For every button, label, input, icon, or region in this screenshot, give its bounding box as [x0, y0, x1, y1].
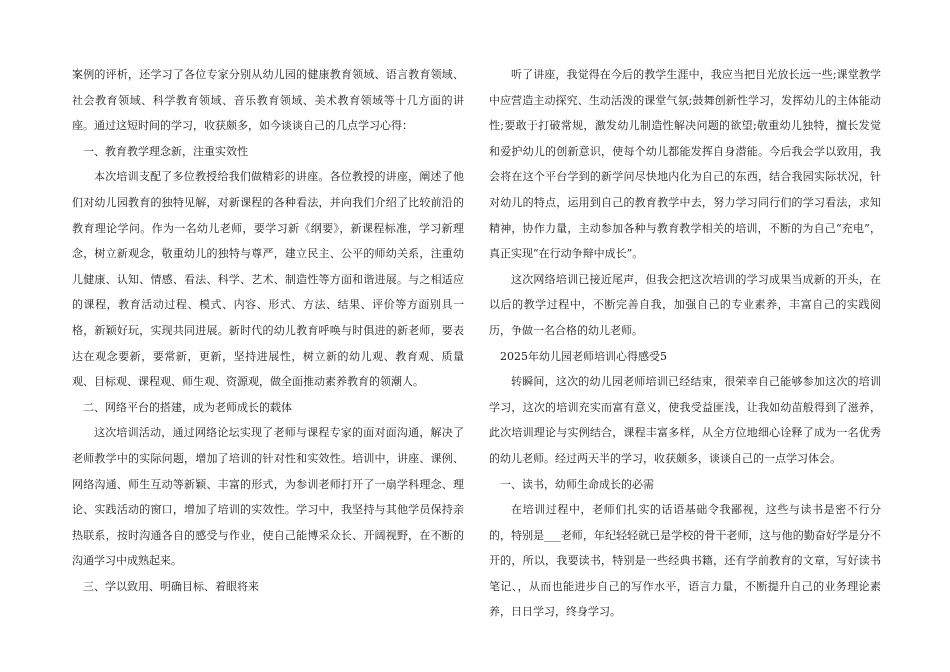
- paragraph-intro-continuation: 案例的评析，还学习了各位专家分别从幼儿园的健康教育领域、语言教育领域、社会教育领域、科学教育领域、音乐教育领域、美术教育领域等十几方面的讲座。通过这短时间的学习，收获颇多，如今谈谈自己的几点学习心得：: [72, 68, 464, 133]
- paragraph-article-5-intro: 转瞬间，这次的幼儿园老师培训已经结束，很荣幸自己能够参加这次的培训学习，这次的培训充实而富有意义，使我受益匪浅，让我如幼苗般得到了滋养，此次培训理论与实例结合，课程丰富多样，从全方位地细心诠释了成为一名优秀的幼儿老师。经过两天半的学习，收获颇多，谈谈自己的一点学习体会。: [489, 375, 881, 465]
- section-heading-1: 一、教育教学理念新，注重实效性: [83, 144, 248, 158]
- right-column: [489, 62, 881, 625]
- paragraph-section-3: 听了讲座，我觉得在今后的教学生涯中，我应当把目光放长远一些;课堂教学中应营造主动探究、生动活泼的课堂气氛;鼓舞创新性学习，发挥幼儿的主体能动性;要敢于打破常规，激发幼儿制造性解决问题的欲望;敬重幼儿独特，擅长发觉和爱护幼儿的创新意识，使每个幼儿都能发挥自身潜能。今后我会学以致用，我会将在这个平台学到的新学问尽快地内化为自己的东西，结合我园实际状况，针对幼儿的特点，运用到自己的教育教学中去，努力学习同行们的学习看法，求知精神，协作力量，主动参加各种与教育教学相关的培训，不断的为自己“充电”，真正实现“在行动争辩中成长”。: [489, 68, 881, 261]
- paragraph-section-2: 这次培训活动，通过网络论坛实现了老师与课程专家的面对面沟通，解决了老师教学中的实际问题，增加了培训的针对性和实效性。培训中，讲座、课例、网络沟通、师生互动等新颖、丰富的形式，为参训老师打开了一扇学科理念、理论、实践活动的窗口，增加了培训的实效性。学习中，我坚持与其他学员保持亲热联系，按时沟通各自的感受与作业，使自己能博采众长、开阔视野，在不断的沟通学习中成熟起来。: [72, 426, 464, 568]
- section-heading-3: 三、学以致用、明确目标、着眼将来: [83, 579, 259, 593]
- paragraph-reading: 在培训过程中，老师们扎实的话语基础令我鄙视，这些与读书是密不行分的，特别是___老师，年纪轻轻就已是学校的骨干老师，这与他的勤奋好学是分不开的，所以，我要读书，特别是一些经典书籍，还有学前教育的文章，写好读书笔记、，从而也能进步自己的写作水平，语言力量，不断提升自己的业务理论素养，日日学习，终身学习。: [489, 503, 881, 619]
- article-title-5: 2025年幼儿园老师培训心得感受5: [500, 349, 667, 363]
- left-column: [72, 62, 464, 599]
- paragraph-conclusion: 这次网络培训已接近尾声，但我会把这次培训的学习成果当成新的开头，在以后的教学过程中，不断完善自我，加强自己的专业素养，丰富自己的实践阅历，争做一名合格的幼儿老师。: [489, 272, 881, 337]
- section-heading-reading: 一、读书，幼师生命成长的必需: [500, 477, 654, 491]
- paragraph-section-1: 本次培训支配了多位教授给我们做精彩的讲座。各位教授的讲座，阐述了他们对幼儿园教育的独特见解，对新课程的各种看法，并向我们介绍了比较前沿的教育理论学问。作为一名幼儿老师，要学习新《纲要》，新课程标准，学习新理念，树立新观念，敬重幼儿的独特与尊严，建立民主、公平的师幼关系，注重幼儿健康、认知、情感、看法、科学、艺术、制造性等方面和谐进展。与之相适应的课程，教育活动过程、模式、内容、形式、方法、结果、评价等方面别具一格，新颖好玩，实现共同进展。新时代的幼儿教育呼唤与时俱进的新老师，要表达在观念要新，要常新，更新，坚持进展性，树立新的幼儿观、教育观、质量观、目标观、课程观、师生观、资源观，做全面推动素养教育的领潮人。: [72, 170, 464, 389]
- section-heading-2: 二、网络平台的搭建，成为老师成长的载体: [83, 400, 292, 414]
